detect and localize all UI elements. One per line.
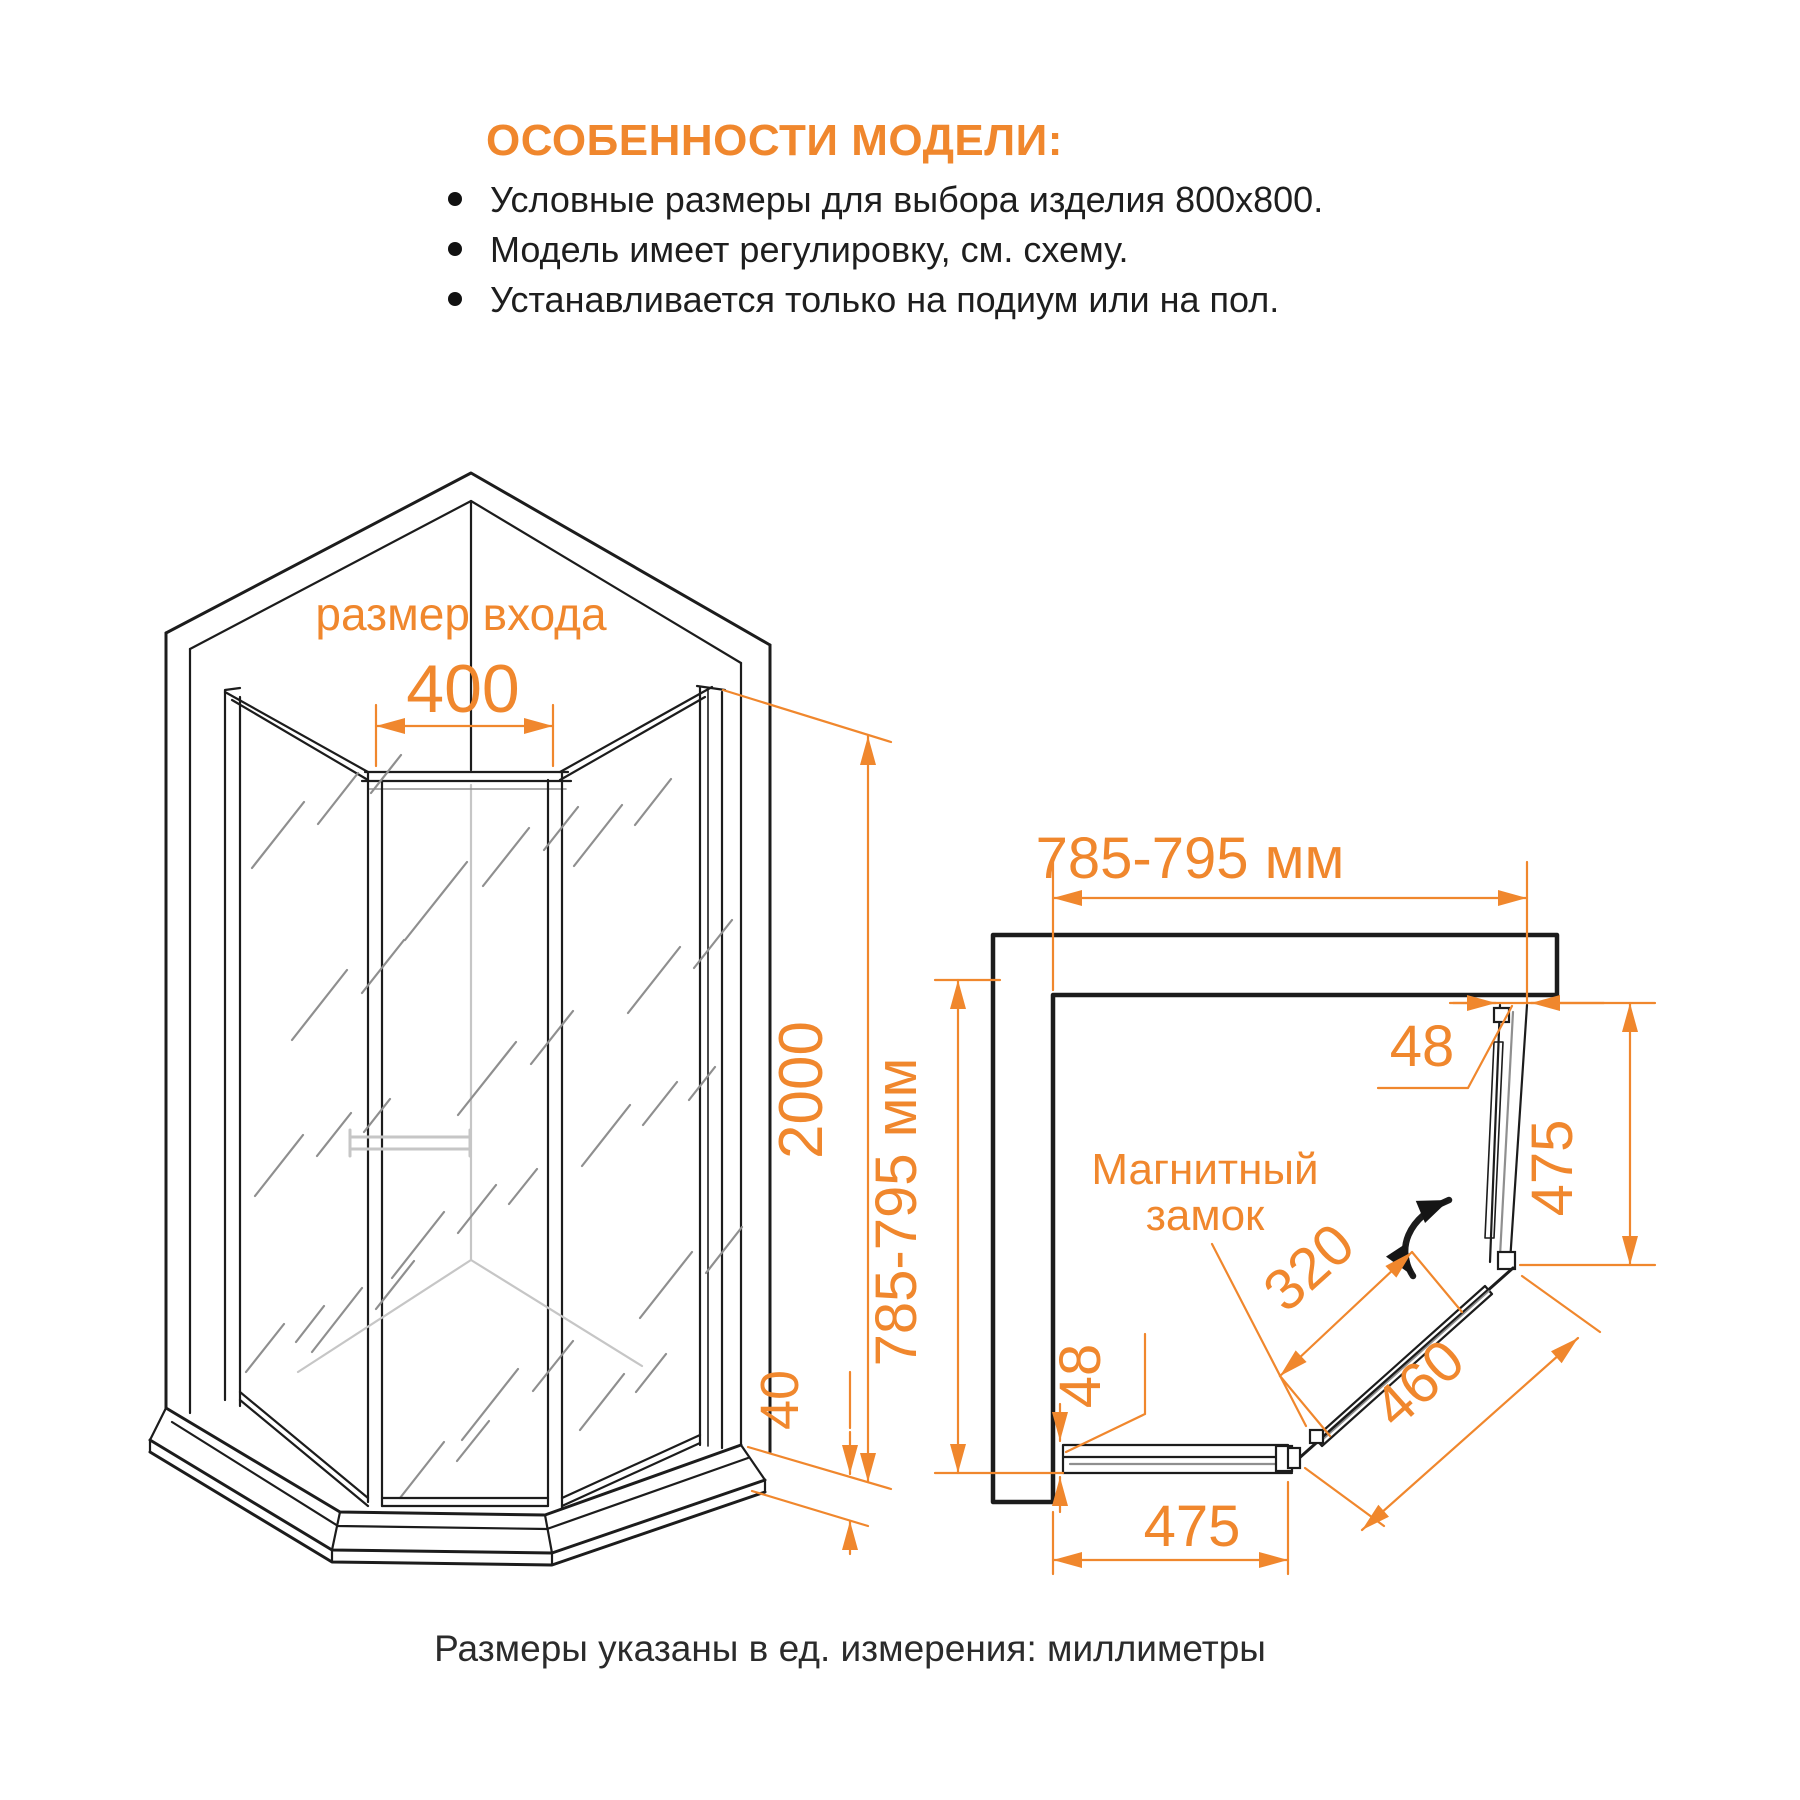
side-right-value: 475	[1520, 1119, 1585, 1217]
units-note: Размеры указаны в ед. измерения: миллиметры	[434, 1628, 1266, 1669]
page-title: ОСОБЕННОСТИ МОДЕЛИ:	[486, 116, 1063, 165]
lock-label-line1: Магнитный	[1091, 1145, 1319, 1194]
plan-bottom-panel	[1063, 1445, 1292, 1473]
iso-dimensions	[315, 588, 891, 1554]
plan-width-value: 785-795 мм	[1035, 826, 1345, 891]
plan-walls	[993, 935, 1557, 1502]
diagonal-value: 460	[1361, 1326, 1477, 1441]
plan-drawing	[864, 826, 1655, 1574]
feature-item: Модель имеет регулировку, см. схему.	[442, 228, 1492, 271]
entry-size-label: размер входа	[315, 588, 607, 640]
side-bottom-value: 475	[1143, 1494, 1241, 1559]
tray-height-value: 40	[750, 1369, 810, 1431]
profile-top-value: 48	[1389, 1014, 1455, 1079]
iso-drawing	[150, 473, 891, 1565]
plan-depth-value: 785-795 мм	[864, 1057, 929, 1367]
lock-label-line2: замок	[1145, 1191, 1265, 1240]
iso-bottom-rails	[240, 1392, 700, 1506]
floor-corner-lines	[298, 1260, 642, 1372]
shower-tray	[150, 1408, 765, 1565]
door-swing-arrow	[1405, 1200, 1449, 1276]
glass-hatching	[246, 755, 742, 1498]
entry-width-value: 400	[406, 651, 520, 727]
iso-posts	[225, 686, 725, 1508]
hinge-bottom	[1498, 1252, 1515, 1269]
feature-item: Устанавливается только на подиум или на пол.	[442, 278, 1492, 321]
profile-bottom-value: 48	[1048, 1343, 1113, 1409]
feature-item: Условные размеры для выбора изделия 800x800.	[442, 178, 1492, 221]
door-width-value: 320	[1251, 1210, 1367, 1325]
magnet-lock	[1310, 1430, 1323, 1443]
height-value: 2000	[767, 1021, 836, 1159]
